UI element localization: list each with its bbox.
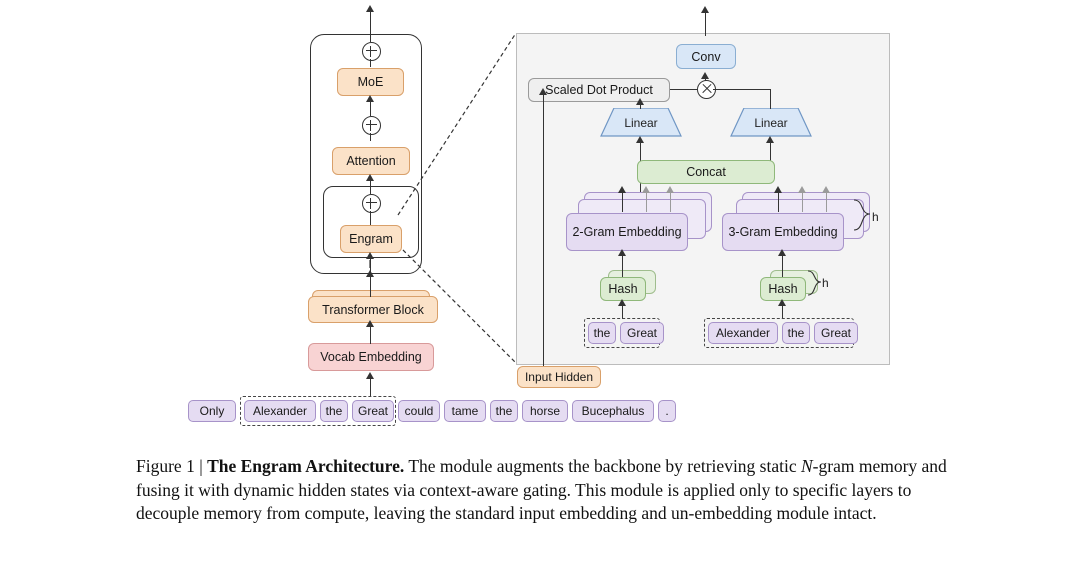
- tokens-to-vocab-line: [370, 378, 371, 396]
- sentence-token-2: the: [320, 400, 348, 422]
- detail-right-token-2: Great: [814, 322, 858, 344]
- hash-left-up-arrow: [618, 249, 626, 256]
- sentence-token-9: .: [658, 400, 676, 422]
- detail-right-token-1: the: [782, 322, 810, 344]
- moe-node: MoE: [337, 68, 404, 96]
- two-gram-up-arrow-b: [666, 186, 674, 193]
- linear-right-to-mul-line: [713, 89, 771, 90]
- sentence-token-5: tame: [444, 400, 486, 422]
- hash-right-up-arrow: [778, 249, 786, 256]
- input-hidden-node: Input Hidden: [517, 366, 601, 388]
- sentence-token-4: could: [398, 400, 440, 422]
- caption-body-2: -gram memory and fusing it with dynamic hidden states via context-aware gating. This module is applied only to specific layers to decouple memory from compute, leaving the standard input embedding and un-embedding module intact.: [136, 456, 947, 524]
- three-gram-up-arrow-a: [798, 186, 806, 193]
- conv-node: Conv: [676, 44, 736, 69]
- vocab-embedding-node: Vocab Embedding: [308, 343, 434, 371]
- linear-right-up-line: [770, 90, 771, 109]
- tb-to-backbone-line: [370, 275, 371, 297]
- sentence-token-6: the: [490, 400, 518, 422]
- two-gram-up-arrow-a: [642, 186, 650, 193]
- caption-body-1: The module augments the backbone by retrieving static: [404, 456, 801, 476]
- three-gram-up-line-main: [778, 192, 779, 212]
- hash-left-up-line: [622, 255, 623, 277]
- conv-output-line: [705, 10, 706, 36]
- three-gram-up-arrow-b: [822, 186, 830, 193]
- two-gram-up-arrow-main: [618, 186, 626, 193]
- hash-left-node: Hash: [600, 277, 646, 301]
- hash-right-up-line: [782, 255, 783, 277]
- mul-to-conv-arrow: [701, 72, 709, 79]
- h-label-top: h: [872, 210, 879, 224]
- two-gram-up-line-main: [622, 192, 623, 212]
- tokens-right-up-line: [782, 305, 783, 319]
- scaled-dot-product-node: Scaled Dot Product: [528, 78, 670, 102]
- linear-right-label: Linear: [754, 116, 788, 130]
- h-label-bottom: h: [822, 276, 829, 290]
- backbone-output-arrow: [366, 5, 374, 12]
- hash-right-node: Hash: [760, 277, 806, 301]
- detail-left-token-1: Great: [620, 322, 664, 344]
- concat-node: Concat: [637, 160, 775, 184]
- sdp-to-mul-line: [670, 89, 697, 90]
- tokens-left-up-line: [622, 305, 623, 319]
- caption-label: Figure 1 |: [136, 456, 208, 476]
- linear-left-label: Linear: [624, 116, 658, 130]
- three-gram-up-line-a: [802, 192, 803, 212]
- tokens-left-up-arrow: [618, 299, 626, 306]
- sentence-token-3: Great: [352, 400, 394, 422]
- three-gram-up-arrow-main: [774, 186, 782, 193]
- input-hidden-arrow: [539, 88, 547, 95]
- tb-to-backbone-arrow: [366, 270, 374, 277]
- residual-skip-paths: [310, 34, 422, 274]
- figure-caption: [136, 455, 956, 526]
- caption-italic-n: N: [800, 456, 813, 476]
- engram-node: Engram: [340, 225, 402, 253]
- caption-title: The Engram Architecture.: [207, 456, 405, 476]
- conv-output-arrow: [701, 6, 709, 13]
- engram-input-arrow: [366, 252, 374, 259]
- three-gram-up-line-b: [826, 192, 827, 212]
- vocab-to-tb-line: [370, 326, 371, 344]
- sentence-token-7: horse: [522, 400, 568, 422]
- sentence-token-1: Alexander: [244, 400, 316, 422]
- three-gram-embedding-node: 3-Gram Embedding: [722, 213, 844, 251]
- input-hidden-riser: [543, 94, 544, 366]
- transformer-block-node: Transformer Block: [308, 296, 438, 323]
- sentence-token-0: Only: [188, 400, 236, 422]
- vocab-to-tb-arrow: [366, 320, 374, 327]
- concat-to-linear-right-arrow: [766, 136, 774, 143]
- linear-left-up-arrow: [636, 98, 644, 105]
- tokens-to-vocab-arrow: [366, 372, 374, 379]
- detail-left-token-0: the: [588, 322, 616, 344]
- attention-node: Attention: [332, 147, 410, 175]
- detail-right-token-0: Alexander: [708, 322, 778, 344]
- tokens-right-up-arrow: [778, 299, 786, 306]
- two-gram-up-line-a: [646, 192, 647, 212]
- two-gram-embedding-node: 2-Gram Embedding: [566, 213, 688, 251]
- two-gram-up-line-b: [670, 192, 671, 212]
- sentence-token-8: Bucephalus: [572, 400, 654, 422]
